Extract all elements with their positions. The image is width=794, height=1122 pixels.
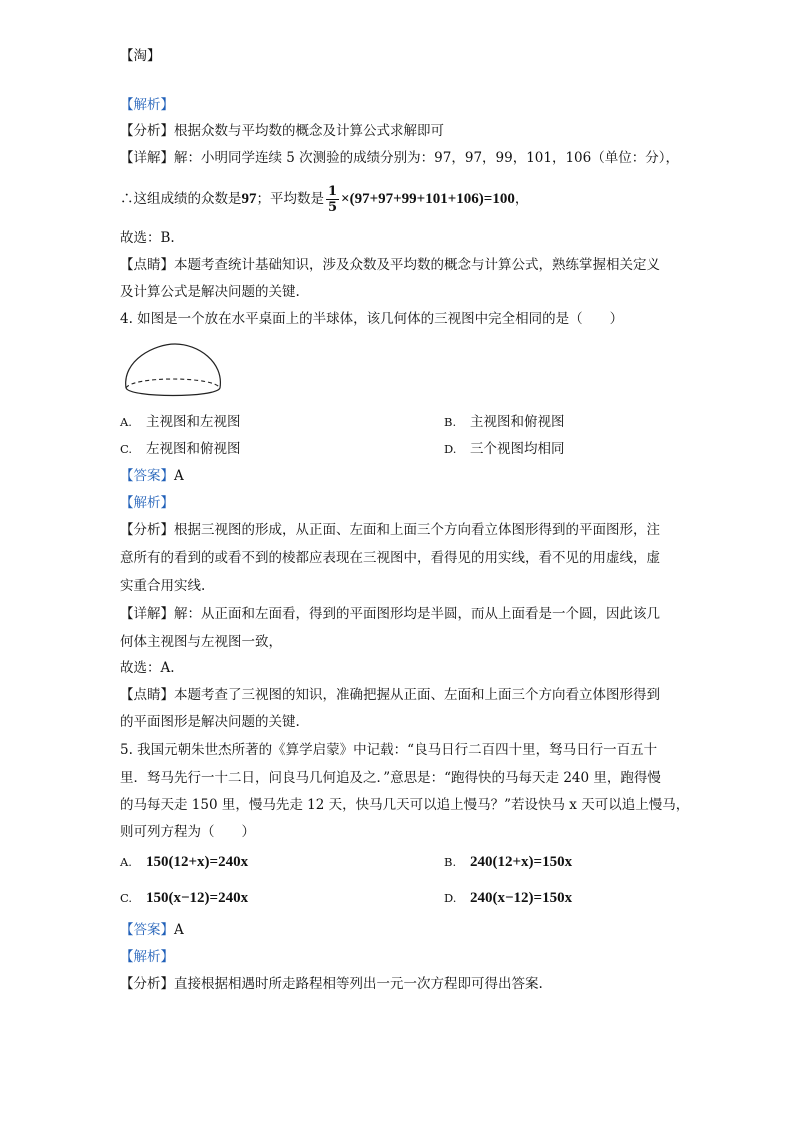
q4-answer-line [120, 466, 184, 486]
q4-dianjing-2: 的平面图形是解决问题的关键. [120, 714, 300, 730]
q4-dianjing-1: 【点睛】本题考查了三视图的知识，准确把握从正面、左面和上面三个方向看立体图形得到 [120, 687, 660, 703]
q3-guxuan: 故选：B. [120, 230, 175, 246]
q3-formula-line [120, 182, 528, 216]
answer-tag: 【答案】 [120, 922, 174, 938]
q5-option-d: D. 240(x−12)=150x [444, 890, 573, 906]
answer-value: A [174, 922, 184, 938]
formula-suffix: ， [514, 191, 529, 207]
formula-mid: ；平均数是 [256, 191, 324, 207]
q5-stem-1: 5. 我国元朝朱世杰所著的《算学启蒙》中记载：“良马日行二百四十里，驽马日行一百五十 [120, 742, 658, 758]
q3-jiexi-tag: 【解析】 [120, 97, 174, 113]
answer-tag: 【答案】 [120, 468, 174, 484]
q4-jiexi-tag: 【解析】 [120, 495, 174, 511]
fraction [326, 184, 339, 215]
q4-stem: 4. 如图是一个放在水平桌面上的半球体，该几何体的三视图中完全相同的是（ ） [120, 311, 624, 327]
mode-value: 97 [241, 191, 257, 207]
q4-fenxi-2: 意所有的看到的或看不到的棱都应表现在三视图中，看得见的用实线，看不见的用虚线，虚 [120, 550, 660, 566]
q5-option-b: B. 240(12+x)=150x [444, 854, 573, 870]
q5-stem-4: 则可列方程为（ ） [120, 824, 255, 840]
hemisphere-figure [120, 340, 226, 398]
q5-option-a: A. 150(12+x)=240x [120, 854, 249, 870]
q4-fenxi-3: 实重合用实线. [120, 578, 206, 594]
mean-expression: ×(97+97+99+101+106)=100 [341, 191, 515, 207]
fraction-numerator: 1 [328, 184, 338, 199]
q4-xiangjie-1: 【详解】解：从正面和左面看，得到的平面图形均是半圆，而从上面看是一个圆，因此该几 [120, 606, 660, 622]
answer-value: A [174, 468, 184, 484]
q4-option-c: C. 左视图和俯视图 [120, 441, 241, 457]
q5-stem-2: 里．驽马先行一十二日，问良马几何追及之．”意思是：“跑得快的马每天走 240 里，跑得慢 [120, 770, 661, 786]
q5-answer-line [120, 920, 184, 940]
top-label: 【淘】 [120, 48, 161, 64]
q4-option-a: A. 主视图和左视图 [120, 414, 241, 430]
q3-xiangjie: 【详解】解：小明同学连续 5 次测验的成绩分别为：97，97，99，101，106（单位：分）， [120, 150, 679, 166]
q5-option-c: C. 150(x−12)=240x [120, 890, 249, 906]
q5-stem-3: 的马每天走 150 里，慢马先走 12 天，快马几天可以追上慢马？”若设快马 x 天可以追上慢马， [120, 797, 690, 813]
formula-prefix: ∴这组成绩的众数是 [120, 191, 242, 207]
q4-option-b: B. 主视图和俯视图 [444, 414, 565, 430]
q5-fenxi: 【分析】直接根据相遇时所走路程相等列出一元一次方程即可得出答案. [120, 976, 543, 992]
q4-fenxi-1: 【分析】根据三视图的形成，从正面、左面和上面三个方向看立体图形得到的平面图形，注 [120, 522, 660, 538]
q4-xiangjie-2: 何体主视图与左视图一致， [120, 634, 282, 650]
q4-guxuan: 故选：A. [120, 660, 175, 676]
q3-dianjing-2: 及计算公式是解决问题的关键. [120, 284, 300, 300]
q5-jiexi-tag: 【解析】 [120, 949, 174, 965]
q4-option-d: D. 三个视图均相同 [444, 441, 565, 457]
q3-fenxi: 【分析】根据众数与平均数的概念及计算公式求解即可 [120, 123, 444, 139]
q3-dianjing-1: 【点睛】本题考查统计基础知识，涉及众数及平均数的概念与计算公式，熟练掌握相关定义 [120, 257, 660, 273]
fraction-denominator: 5 [328, 200, 338, 215]
